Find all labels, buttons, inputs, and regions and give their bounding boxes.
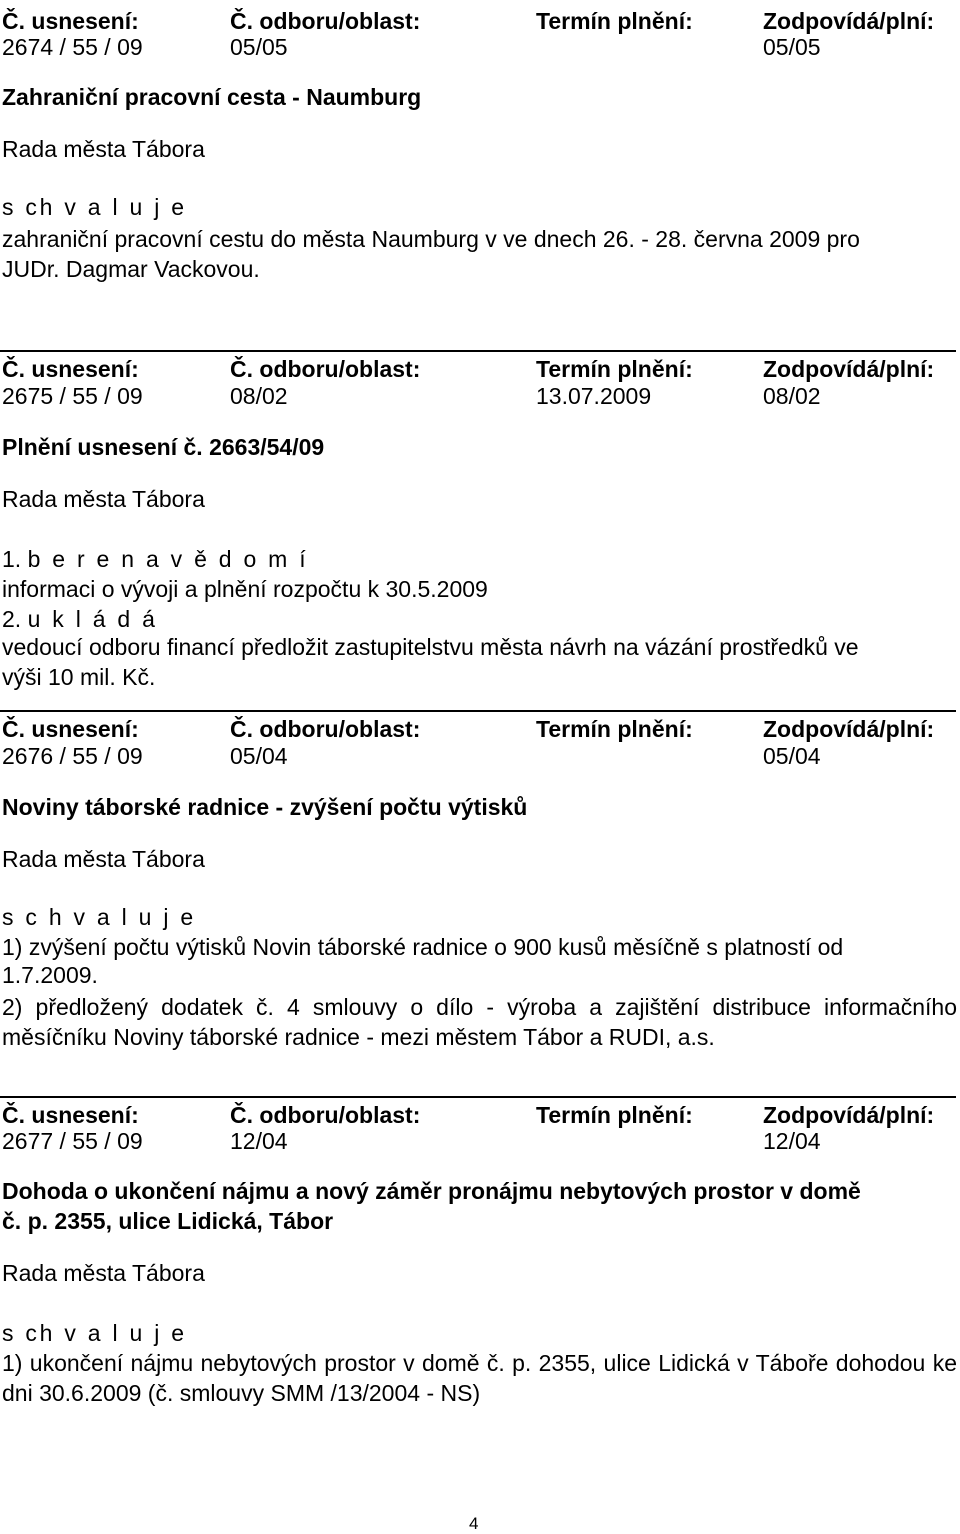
resolution-number: 2677 / 55 / 09: [2, 1128, 143, 1154]
label-resolution-no: Č. usnesení:: [2, 8, 139, 34]
section-divider: [0, 710, 956, 712]
resolution-number: 2676 / 55 / 09: [2, 743, 143, 769]
resolution-point: [2, 606, 158, 632]
resolution-title: Noviny táborské radnice - zvýšení počtu výtisků: [2, 794, 528, 820]
point-number: 1.: [2, 546, 22, 572]
resolution-body: Rada města Tábora: [2, 136, 205, 162]
point-verb: u k l á d á: [27, 606, 158, 632]
resolution-verb: s ch v a l u j e: [2, 1320, 187, 1346]
resolution-text-line: vedoucí odboru financí předložit zastupitelstvu města návrh na vázání prostředků ve: [2, 634, 859, 660]
resolution-number: 2674 / 55 / 09: [2, 34, 143, 60]
resolution-responsible: 12/04: [763, 1128, 821, 1154]
label-responsible: Zodpovídá/plní:: [763, 1102, 935, 1128]
resolution-text-line: informaci o vývoji a plnění rozpočtu k 30.5.2009: [2, 576, 488, 602]
resolution-responsible: 08/02: [763, 383, 821, 409]
resolution-text-line: JUDr. Dagmar Vackovou.: [2, 256, 260, 282]
label-resolution-no: Č. usnesení:: [2, 716, 139, 742]
label-resolution-no: Č. usnesení:: [2, 1102, 139, 1128]
resolution-title: Dohoda o ukončení nájmu a nový záměr pronájmu nebytových prostor v domě: [2, 1178, 861, 1204]
resolution-text-line: zahraniční pracovní cestu do města Naumburg v ve dnech 26. - 28. června 2009 pro: [2, 226, 860, 252]
section-divider: [0, 350, 956, 352]
label-deadline: Termín plnění:: [536, 8, 693, 34]
label-responsible: Zodpovídá/plní:: [763, 8, 935, 34]
page-number: 4: [469, 1514, 479, 1533]
section-divider: [0, 1096, 956, 1098]
point-number: 2.: [2, 606, 22, 632]
resolution-body: Rada města Tábora: [2, 486, 205, 512]
resolution-department: 08/02: [230, 383, 288, 409]
label-department: Č. odboru/oblast:: [230, 8, 421, 34]
label-department: Č. odboru/oblast:: [230, 716, 421, 742]
resolution-point: [2, 546, 308, 572]
label-department: Č. odboru/oblast:: [230, 1102, 421, 1128]
resolution-title: Zahraniční pracovní cesta - Naumburg: [2, 84, 422, 110]
resolution-text-paragraph: 2) předložený dodatek č. 4 smlouvy o dílo - výroba a zajištění distribuce informačního měsíčníku Noviny táborské radnice - mezi městem Tábor a RUDI, a.s.: [2, 994, 957, 1050]
label-deadline: Termín plnění:: [536, 716, 693, 742]
label-resolution-no: Č. usnesení:: [2, 356, 139, 382]
label-responsible: Zodpovídá/plní:: [763, 716, 935, 742]
label-deadline: Termín plnění:: [536, 356, 693, 382]
resolution-responsible: 05/04: [763, 743, 821, 769]
point-verb: b e r e n a v ě d o m í: [27, 546, 309, 572]
resolution-title: č. p. 2355, ulice Lidická, Tábor: [2, 1208, 334, 1234]
resolution-text-line: 1.7.2009.: [2, 962, 98, 988]
resolution-department: 05/04: [230, 743, 288, 769]
resolution-number: 2675 / 55 / 09: [2, 383, 143, 409]
resolution-text-line: 1) zvýšení počtu výtisků Novin táborské radnice o 900 kusů měsíčně s platností od: [2, 934, 844, 960]
resolution-department: 05/05: [230, 34, 288, 60]
resolution-body: Rada města Tábora: [2, 846, 205, 872]
label-deadline: Termín plnění:: [536, 1102, 693, 1128]
resolution-deadline: 13.07.2009: [536, 383, 652, 409]
resolution-responsible: 05/05: [763, 34, 821, 60]
resolution-body: Rada města Tábora: [2, 1260, 205, 1286]
resolution-text-line: výši 10 mil. Kč.: [2, 664, 156, 690]
resolution-verb: s c h v a l u j e: [2, 904, 196, 930]
label-department: Č. odboru/oblast:: [230, 356, 421, 382]
resolution-title: Plnění usnesení č. 2663/54/09: [2, 434, 325, 460]
resolution-verb: s ch v a l u j e: [2, 194, 187, 220]
label-responsible: Zodpovídá/plní:: [763, 356, 935, 382]
resolution-department: 12/04: [230, 1128, 288, 1154]
resolution-text-paragraph: 1) ukončení nájmu nebytových prostor v domě č. p. 2355, ulice Lidická v Táboře dohodou ke dni 30.6.2009 (č. smlouvy SMM /13/2004 - NS): [2, 1350, 957, 1406]
